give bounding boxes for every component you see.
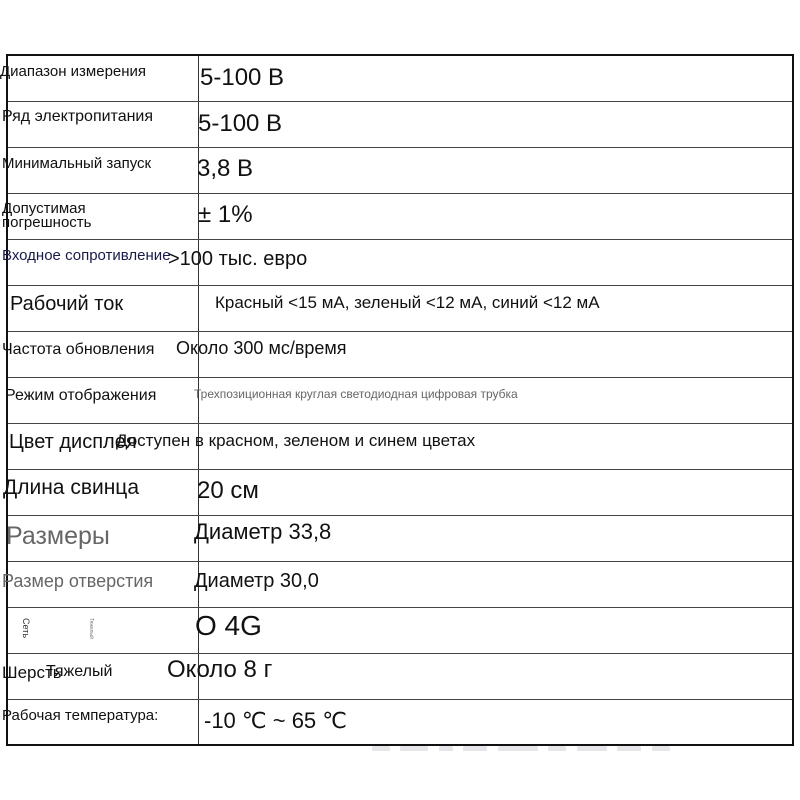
row-value: Около 8 г: [167, 656, 273, 683]
row-label: Шерсть: [2, 663, 62, 682]
row-value: >100 тыс. евро: [168, 248, 308, 270]
row-label: Диапазон измерения: [0, 63, 147, 80]
row-label: Рабочая температура:: [2, 707, 159, 724]
row-value: 5-100 В: [200, 64, 285, 91]
table-row: [8, 608, 792, 654]
row-value: Красный <15 мА, зеленый <12 мА, синий <12 мА: [215, 293, 600, 312]
table-row: [2, 240, 792, 286]
row-value: Диаметр 33,8: [194, 519, 332, 544]
table-row: [8, 286, 792, 332]
table-row: [2, 194, 792, 240]
row-label-line1: Допустимая: [2, 200, 86, 217]
table-row: [2, 148, 792, 194]
row-value: 5-100 В: [198, 110, 283, 137]
watermark-strip: [372, 741, 764, 751]
table-row: [2, 562, 792, 608]
row-value: 3,8 В: [197, 155, 254, 182]
row-label-line2: погрешность: [2, 214, 92, 231]
table-row: [0, 56, 792, 102]
row-label: Минимальный запуск: [2, 155, 152, 172]
row-label: Размер отверстия: [2, 571, 154, 591]
row-value: Около 300 мс/время: [176, 338, 347, 358]
row-label: Сеть: [21, 618, 31, 639]
row-label: Цвет дисплея: [9, 431, 137, 453]
row-label: Частота обновления: [2, 341, 155, 358]
table-row: [2, 102, 792, 148]
row-value: -10 ℃ ~ 65 ℃: [204, 708, 347, 733]
row-value: Доступен в красном, зеленом и синем цветах: [116, 431, 476, 450]
row-label: Рабочий ток: [10, 293, 124, 315]
table-row: [8, 424, 792, 470]
row-value: 20 см: [197, 477, 259, 504]
row-value: ± 1%: [198, 201, 253, 228]
table-row: [5, 378, 792, 424]
row-label: Ряд электропитания: [2, 108, 154, 125]
table-row: [2, 700, 792, 746]
row-label: Входное сопротивление: [2, 247, 171, 264]
row-label-small: Тяжелый: [88, 618, 94, 639]
row-value: Трехпозиционная круглая светодиодная цифровая трубка: [194, 387, 518, 401]
table-row: [2, 332, 792, 378]
row-label: Длина свинца: [3, 476, 140, 499]
row-label-overlap: Тяжелый: [46, 663, 113, 680]
table-row: [8, 516, 792, 562]
row-label: Размеры: [6, 522, 110, 550]
table-row: [3, 470, 792, 516]
row-value: Диаметр 30,0: [194, 570, 319, 592]
spec-table: [0, 54, 794, 746]
row-label: Режим отображения: [5, 387, 157, 404]
table-row: [2, 654, 792, 700]
row-value: О 4G: [195, 610, 262, 641]
